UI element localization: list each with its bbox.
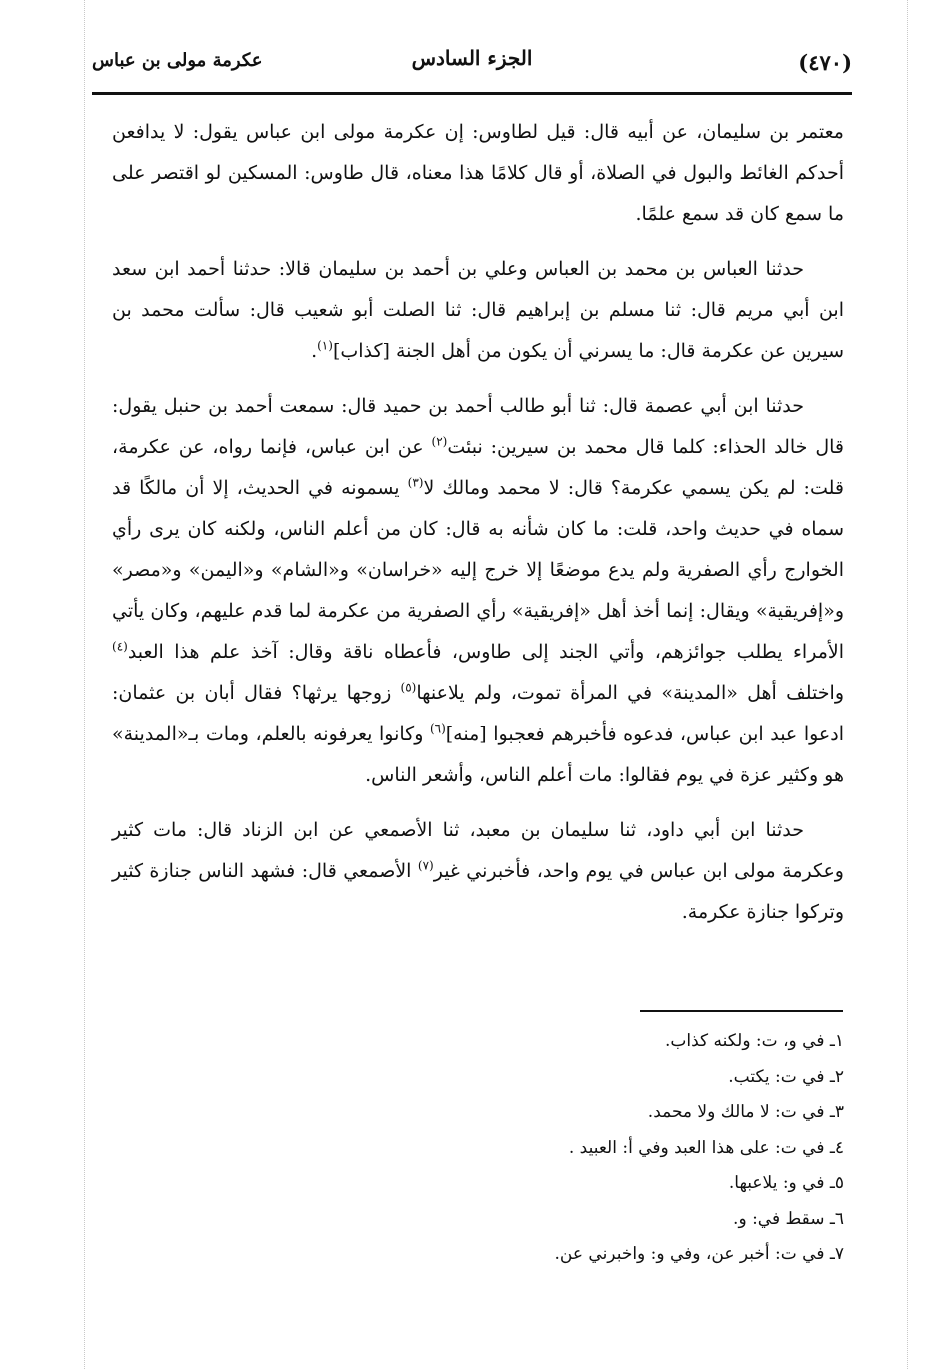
- paragraph-4: [112, 810, 844, 933]
- text-run: حدثنا العباس بن محمد بن العباس وعلي بن أحمد بن سليمان قالا: حدثنا أحمد ابن سعد ابن أبي مريم قال: ثنا مسلم بن إبراهيم قال: ثنا الصلت أبو شعيب قال: سألت محمد بن سيرين عن عكرمة قال: ما يسرني أن يكون من أهل الجنة [كذاب]: [112, 258, 844, 362]
- left-margin-guide: [84, 0, 85, 1369]
- footnote-ref[interactable]: (٥): [400, 680, 417, 695]
- header-rule: [92, 92, 852, 95]
- footnote-ref[interactable]: (٢): [431, 434, 448, 449]
- text-run: الأصمعي قال: فشهد الناس جنازة كثير وتركوا جنازة عكرمة.: [112, 860, 844, 923]
- text-run: وكانوا يعرفونه بالعلم، ومات بـ«المدينة» هو وكثير عزة في يوم فقالوا: مات أعلم الناس، وأشعر الناس.: [112, 723, 844, 786]
- text-run: حدثنا ابن أبي عصمة قال: ثنا أبو طالب أحمد بن حميد قال: سمعت أحمد بن حنبل يقول: قال خالد الحذاء: كلما قال محمد بن سيرين: نبئت: [112, 395, 844, 458]
- paragraph-3: [112, 386, 844, 796]
- footnote-ref[interactable]: (٣): [407, 475, 424, 490]
- part-title: الجزء السادس: [411, 46, 533, 70]
- footnote-ref[interactable]: (٤): [112, 639, 128, 654]
- footnote-ref[interactable]: (٦): [429, 721, 446, 736]
- footnote-ref[interactable]: (١): [317, 338, 333, 353]
- text-run: زوجها يرثها؟ فقال أبان بن عثمان: ادعوا عبد ابن عباس، فدعوه فأخبرهم فعجبوا [منه]: [112, 682, 844, 745]
- text-run: معتمر بن سليمان، عن أبيه قال: قيل لطاوس: إن عكرمة مولى ابن عباس يقول: لا يدافعن أحدكم الغائط والبول في الصلاة، أو قال كلامًا هذا معناه، قال طاوس: المسكين لو اقتصر على ما سمع كان قد سمع علمًا.: [112, 121, 844, 225]
- page-header: [92, 38, 852, 90]
- footnote-item: ١ـ في و، ت: ولكنه كذاب.: [664, 1031, 844, 1051]
- footnote-item: ٢ـ في ت: يكتب.: [728, 1066, 844, 1087]
- page-number: (٤٧٠): [798, 50, 852, 75]
- text-run: يسمونه في الحديث، إلا أن مالكًا قد سماه في حديث واحد، قلت: ما كان شأنه به قال: كان من أعلم الناس، ولكنه كان يرى رأي الخوارج رأي الصفرية ولم يدع موضعًا إلا خرج إليه «خراسان» و«الشام» و«اليمن» و«مصر» و«إفريقية» ويقال: إنما أخذ أهل «إفريقية» رأي الصفرية من عكرمة لما قدم عليهم، وكان يأتي الأمراء يطلب جوائزهم، وأتي الجند إلى طاوس، فأعطاه ناقة وقال: آخذ علم هذا العبد: [112, 477, 844, 663]
- main-text: [112, 112, 844, 947]
- footnote-item: ٥ـ في و: يلاعبها.: [728, 1173, 844, 1193]
- text-run: حدثنا ابن أبي داود، ثنا سليمان بن معبد، ثنا الأصمعي عن ابن الزناد قال: مات كثير وعكرمة مولى ابن عباس في يوم واحد، فأخبرني غير: [112, 819, 844, 882]
- footnote-item: ٧ـ في ت: أخبر عن، وفي و: واخبرني عن.: [554, 1244, 844, 1264]
- text-run: واختلف أهل «المدينة» في المرأة تموت، ولم يلاعنها: [416, 682, 844, 704]
- paragraph-2: [112, 249, 844, 372]
- text-run: .: [311, 340, 318, 362]
- right-margin-guide: [907, 0, 908, 1369]
- footnote-item: ٤ـ في ت: على هذا العبد وفي أ: العبيد .: [568, 1137, 844, 1158]
- footnotes: [400, 1024, 844, 1273]
- paragraph-1: [112, 112, 844, 235]
- chapter-subject: عكرمة مولى بن عباس: [92, 50, 263, 71]
- footnote-item: ٦ـ سقط في: و.: [733, 1208, 844, 1229]
- footnote-item: ٣ـ في ت: لا مالك ولا محمد.: [647, 1102, 844, 1122]
- footnote-ref[interactable]: (٧): [417, 858, 434, 873]
- footnote-separator: [640, 1010, 843, 1012]
- text-run: عن ابن عباس، فإنما رواه، عن عكرمة، قلت: لم يكن يسمي عكرمة؟ قال: لا محمد ومالك لا: [112, 436, 844, 499]
